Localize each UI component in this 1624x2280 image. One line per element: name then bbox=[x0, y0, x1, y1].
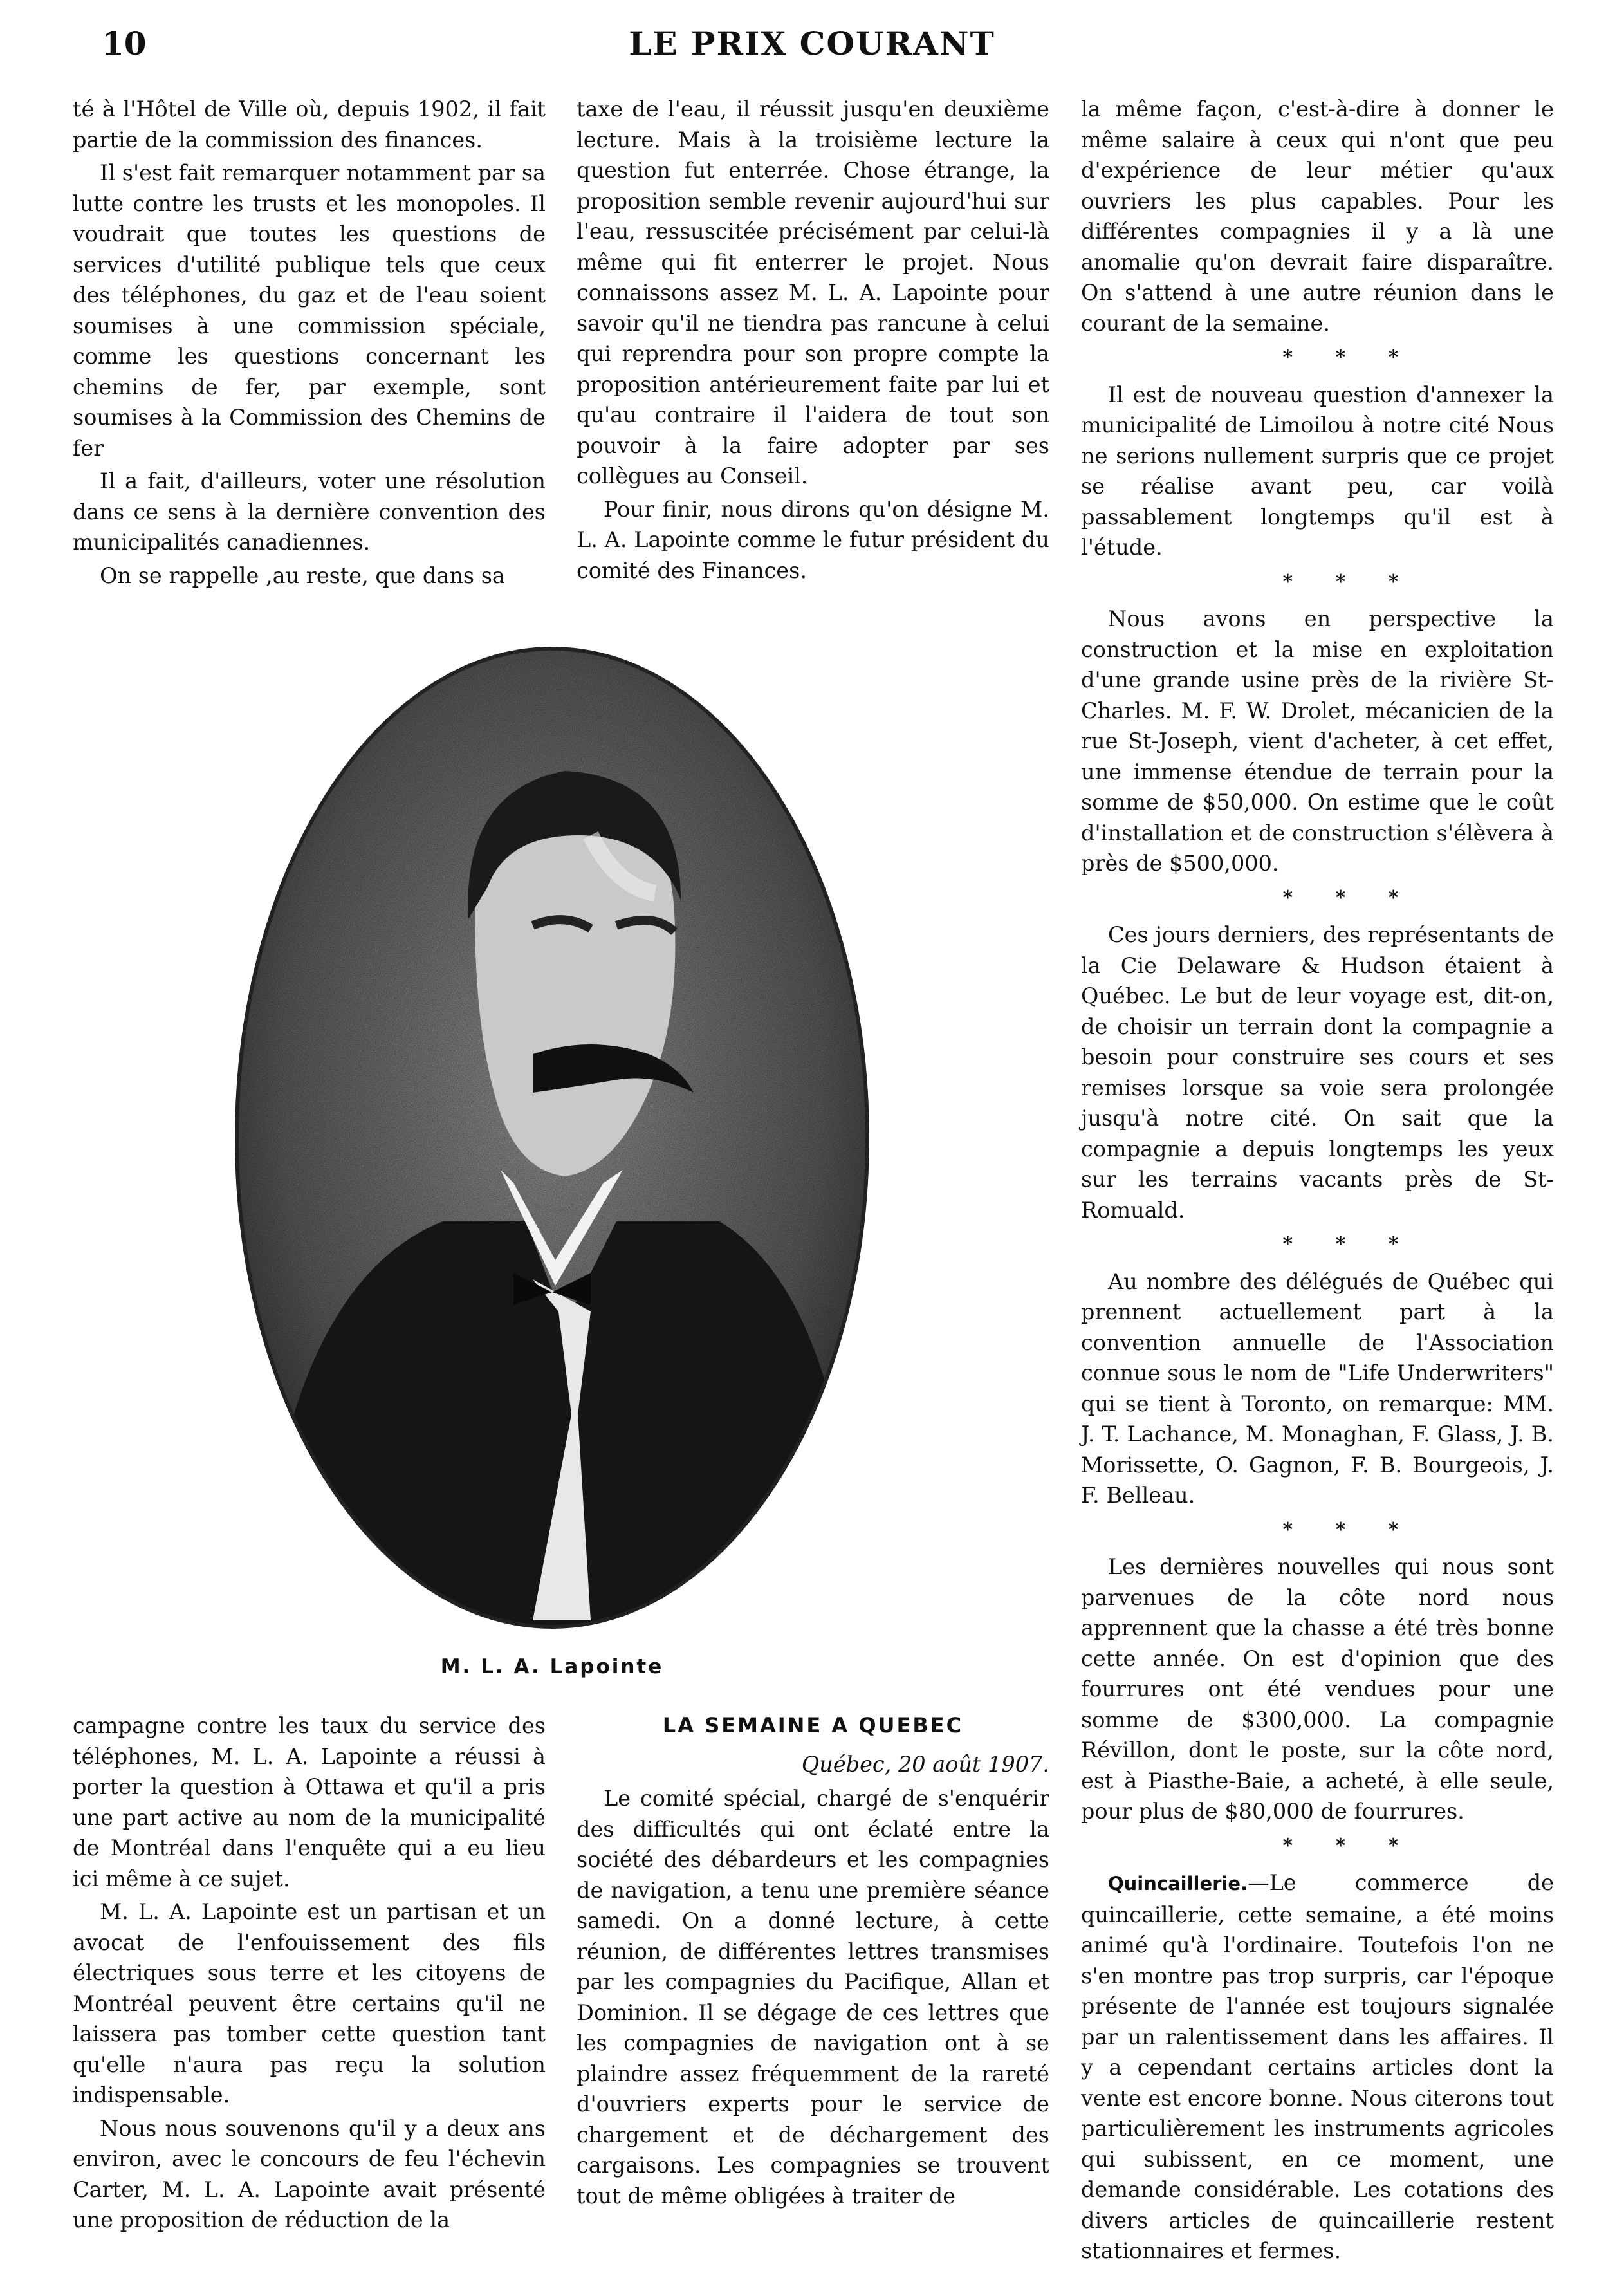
paragraph: Les dernières nouvelles qui nous sont parvenues de la côte nord nous apprennent que la chasse a été très bonne cette année. On est d'opinion que des fourrures ont été vendues pour une somme de $300,000. La compagnie Révillon, dont le poste, sur la côte nord, est à Piasthe-Baie, a acheté, à elle seule, pour plus de $80,000 de fourrures. bbox=[1081, 1554, 1554, 1824]
paragraph: Il s'est fait remarquer notamment par sa lutte contre les trusts et les monopoles. Il voudrait que toutes les questions de services d'utilité publique tels que ceux des téléphones, du gaz et de l'eau soient soumises à une commission spéciale, comme les questions concernant les chemins de fer, par exemple, sont soumises à la Commission des Chemins de fer bbox=[73, 160, 546, 461]
paragraph: taxe de l'eau, il réussit jusqu'en deuxième lecture. Mais à la troisième lecture la question fut enterrée. Chose étrange, la proposition semble revenir aujourd'hui sur l'eau, ressuscitée précisément par celui-là même qui fit enterrer le projet. Nous connaissons assez M. L. A. Lapointe pour savoir qu'il ne tiendra pas rancune à celui qui reprendra pour son propre compte la proposition antérieurement faite par lui et qu'au contraire il l'aidera de tout son pouvoir à la faire adopter par ses collègues au Conseil. bbox=[577, 97, 1049, 488]
column-middle-bottom bbox=[577, 1710, 1049, 2211]
column-middle-top bbox=[577, 94, 1049, 586]
section-title: LA SEMAINE A QUEBEC bbox=[662, 1713, 964, 1738]
column-left-top bbox=[73, 94, 546, 591]
paragraph: campagne contre les taux du service des téléphones, M. L. A. Lapointe a réussi à porter la question à Ottawa et qu'il a pris une part active au nom de la municipalité de Montréal dans l'enquête qui a eu lieu ici même à ce sujet. bbox=[73, 1713, 546, 1891]
dateline: Québec, 20 août 1907. bbox=[801, 1751, 1049, 1777]
section-separator: * * * bbox=[1282, 570, 1417, 593]
paragraph: M. L. A. Lapointe est un partisan et un avocat de l'enfouissement des fils électriques sous terre et les citoyens de Montréal peuvent être certains qu'il ne laissera pas tomber cette question tant qu'elle n'aura pas reçu la solution indispensable. bbox=[73, 1899, 546, 2108]
paragraph-text: —Le commerce de quincaillerie, cette semaine, a été moins animé qu'à l'ordinaire. Toutefois l'on ne s'en montre pas trop surpris, car l'époque présente de l'année est toujours signalée par un ralentissement dans les affaires. Il y a cependant certains articles dont la vente est encore bonne. Nous citerons tout particulièrement les instruments agricoles qui subissent, en ce moment, une demande considérable. Les cotations des divers articles de quincaillerie restent stationnaires et fermes. bbox=[1081, 1870, 1554, 2263]
masthead: LE PRIX COURANT bbox=[629, 24, 995, 62]
runin-heading: Quincaillerie. bbox=[1108, 1873, 1248, 1895]
paragraph: Pour finir, nous dirons qu'on désigne M. L. A. Lapointe comme le futur président du comité des Finances. bbox=[577, 496, 1049, 583]
paragraph: té à l'Hôtel de Ville où, depuis 1902, il fait partie de la commission des finances. bbox=[73, 97, 546, 153]
page-number: 10 bbox=[102, 24, 147, 62]
paragraph: Il est de nouveau question d'annexer la municipalité de Limoilou à notre cité Nous ne serions nullement surpris que ce projet se réalise avant peu, car voilà passablement longtemps qu'il est à l'étude. bbox=[1081, 382, 1554, 560]
paragraph: Nous avons en perspective la construction et la mise en exploitation d'une grande usine près de la rivière St-Charles. M. F. W. Drolet, mécanicien de la rue St-Joseph, vient d'acheter, à cet effet, une immense étendue de terrain pour la somme de $50,000. On estime que le coût d'installation et de construction s'élèvera à près de $500,000. bbox=[1081, 606, 1554, 876]
section-separator: * * * bbox=[1282, 1518, 1417, 1541]
paragraph: Ces jours derniers, des représentants de la Cie Delaware & Hudson étaient à Québec. Le but de leur voyage est, dit-on, de choisir un terrain dont la compagnie a besoin pour construire ses cours et ses remises lorsque sa voie sera prolongée jusqu'à notre cité. On sait que la compagnie a depuis longtemps les yeux sur les terrains vacants près de St-Romuald. bbox=[1081, 922, 1554, 1223]
column-right bbox=[1081, 94, 1554, 2266]
section-separator: * * * bbox=[1282, 1834, 1417, 1857]
section-separator: * * * bbox=[1282, 886, 1417, 909]
section-separator: * * * bbox=[1282, 1233, 1417, 1256]
section-separator: * * * bbox=[1282, 346, 1417, 369]
paragraph: Le comité spécial, chargé de s'enquérir des difficultés qui ont éclaté entre la société des débardeurs et les compagnies de navigation, a tenu une première séance samedi. On a donné lecture, à cette réunion, de différentes lettres transmises par les compagnies du Pacifique, Allan et Dominion. Il se dégage de ces lettres que les compagnies de navigation ont à se plaindre assez fréquemment de la rareté d'ouvriers experts pour le service de chargement et de déchargement des cargaisons. Les compagnies se trouvent tout de même obligées à traiter de bbox=[577, 1786, 1049, 2209]
portrait-caption: M. L. A. Lapointe bbox=[440, 1655, 664, 1678]
paragraph: On se rappelle ,au reste, que dans sa bbox=[100, 562, 505, 588]
paragraph: Il a fait, d'ailleurs, voter une résolution dans ce sens à la dernière convention des municipalités canadiennes. bbox=[73, 468, 546, 555]
paragraph-quincaillerie bbox=[1081, 1868, 1554, 2266]
column-left-bottom bbox=[73, 1710, 546, 2236]
paragraph: Nous nous souvenons qu'il y a deux ans environ, avec le concours de feu l'échevin Carter, M. L. A. Lapointe avait présenté une proposition de réduction de la bbox=[73, 2115, 546, 2232]
paragraph: la même façon, c'est-à-dire à donner le même salaire à ceux qui n'ont que peu d'expérience de leur métier qu'aux ouvriers les plus capables. Pour les différentes compagnies il y a là une anomalie qu'on devrait faire disparaître. On s'attend à une autre réunion dans le courant de la semaine. bbox=[1081, 97, 1554, 336]
portrait-photo bbox=[230, 642, 874, 1633]
paragraph: Au nombre des délégués de Québec qui prennent actuellement part à la convention annuelle de l'Association connue sous le nom de "Life Underwriters" qui se tient à Toronto, on remarque: MM. J. T. Lachance, M. Monaghan, F. Glass, J. B. Morissette, O. Gagnon, F. B. Bourgeois, J. F. Belleau. bbox=[1081, 1268, 1554, 1508]
